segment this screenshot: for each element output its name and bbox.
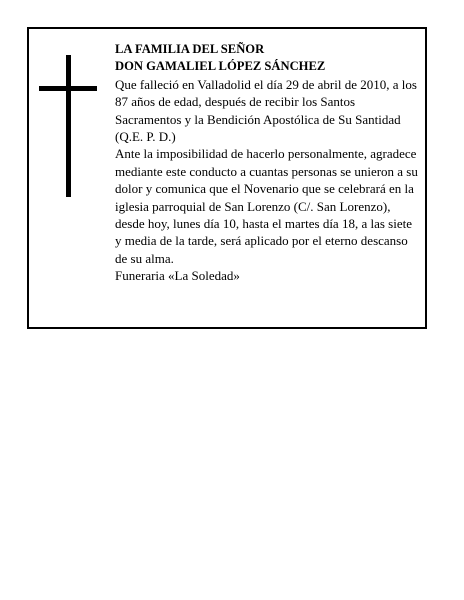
notice-heading-deceased-name: DON GAMALIEL LÓPEZ SÁNCHEZ xyxy=(115,59,326,74)
cross-vertical-bar xyxy=(66,55,71,197)
cross-horizontal-bar xyxy=(39,86,97,91)
notice-heading-family: LA FAMILIA DEL SEÑOR xyxy=(115,42,265,56)
notice-signature-funeral-home: Funeraria «La Soledad» xyxy=(115,268,240,284)
obituary-notice xyxy=(27,27,427,329)
notice-death-announcement: Que falleció en Valladolid el día 29 de abril de 2010, a los 87 años de edad, después de recibir los Santos Sacramentos y la Bendición Apostólica de Su Santidad (Q.E. P. D.) xyxy=(115,76,417,145)
notice-body xyxy=(115,41,418,285)
cross-icon xyxy=(39,55,97,197)
notice-gratitude-novenario: Ante la imposibilidad de hacerlo personalmente, agradece mediante este conducto a cuantas personas se unieron a su dolor y comunica que el Novenario que se celebrará en la iglesia parroquial de San Lorenzo (C/. San Lorenzo), desde hoy, lunes día 10, hasta el martes día 18, a las siete y media de la tarde, será aplicado por el eterno descanso de su alma. xyxy=(115,146,418,266)
